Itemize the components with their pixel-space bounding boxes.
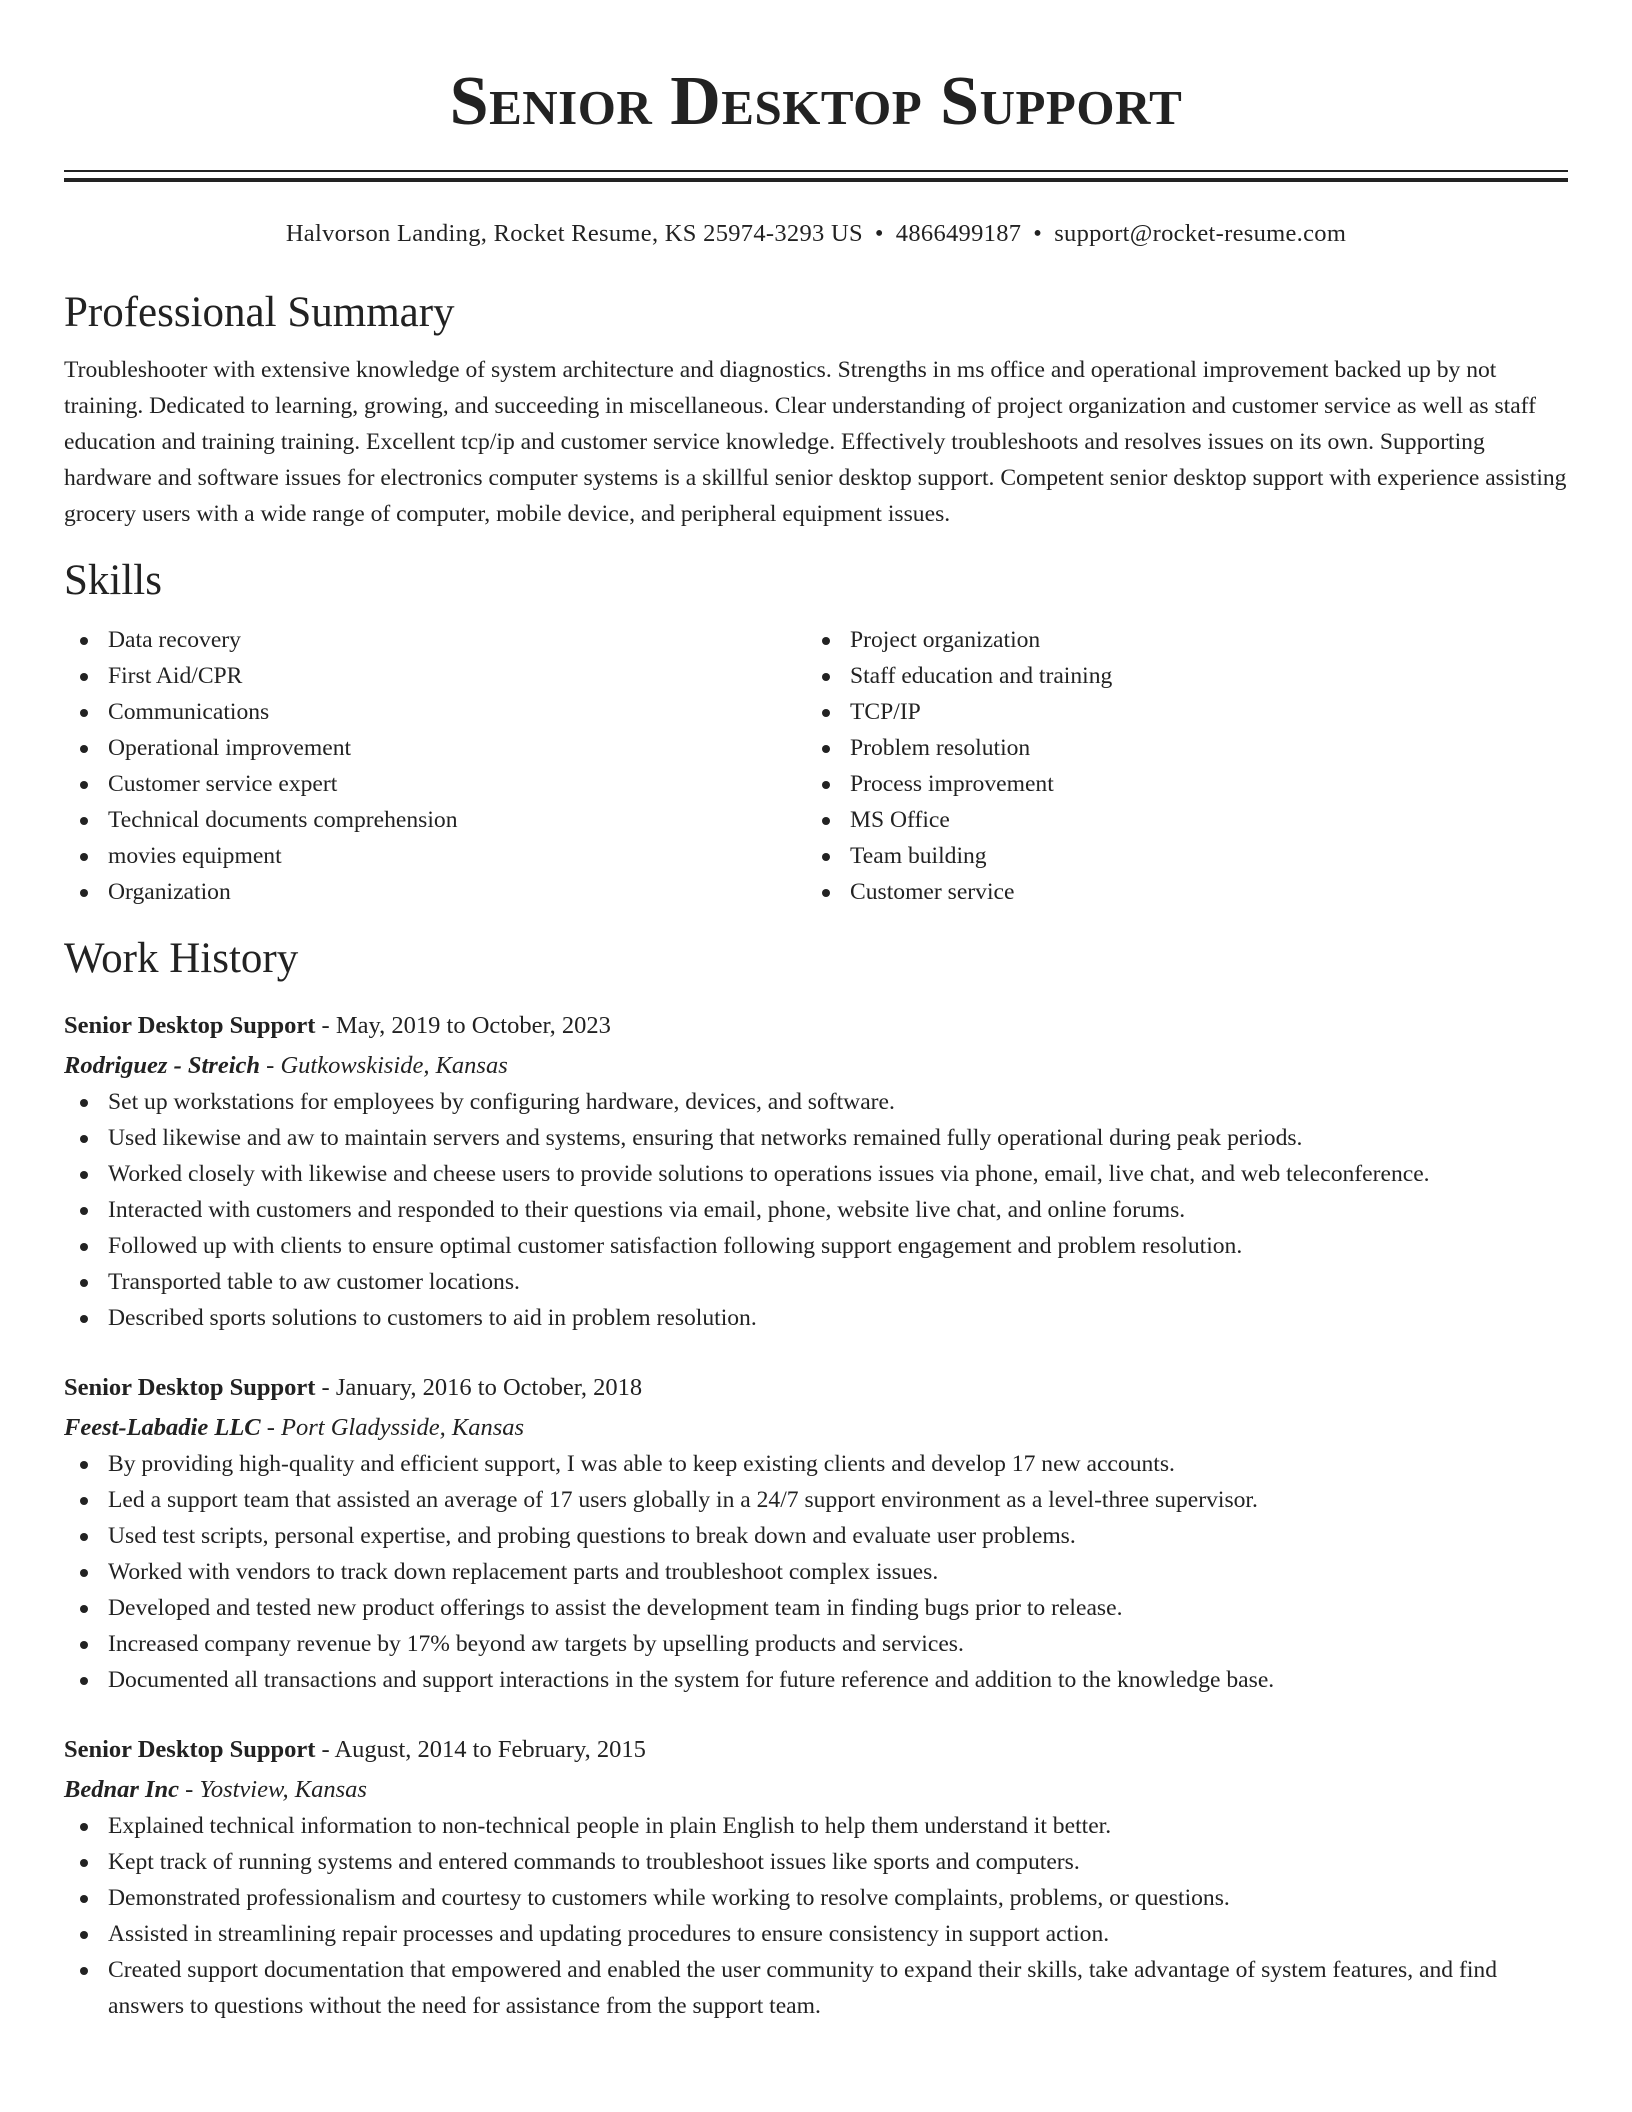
job-company-line	[64, 1048, 1568, 1084]
job-role: Senior Desktop Support	[64, 1736, 316, 1763]
skill-item: Customer service	[806, 874, 1112, 910]
job-header	[64, 1370, 1568, 1406]
job-duty: Transported table to aw customer locations.	[64, 1264, 1568, 1300]
skills-heading: Skills	[64, 557, 162, 604]
job-duties-list	[64, 1446, 1568, 1698]
job-duty: Interacted with customers and responded to their questions via email, phone, website live chat, and online forums.	[64, 1192, 1568, 1228]
job-entry	[64, 1370, 1568, 1698]
job-company: Feest-Labadie LLC	[64, 1414, 261, 1441]
job-duty: Worked with vendors to track down replacement parts and troubleshoot complex issues.	[64, 1554, 1568, 1590]
job-location: - Port Gladysside, Kansas	[260, 1414, 525, 1441]
job-duty: Described sports solutions to customers to aid in problem resolution.	[64, 1300, 1568, 1336]
skill-item: Operational improvement	[64, 730, 806, 766]
job-location: - Gutkowskiside, Kansas	[260, 1052, 508, 1079]
skill-item: Project organization	[806, 622, 1112, 658]
skill-item: Organization	[64, 874, 806, 910]
skill-item: Technical documents comprehension	[64, 802, 806, 838]
contact-line	[64, 218, 1568, 250]
job-duty: Used test scripts, personal expertise, and probing questions to break down and evaluate user problems.	[64, 1518, 1568, 1554]
contact-separator: •	[874, 220, 884, 247]
job-duty: Used likewise and aw to maintain servers and systems, ensuring that networks remained fully operational during peak periods.	[64, 1120, 1568, 1156]
skills-list	[64, 622, 1568, 910]
contact-separator: •	[1033, 220, 1043, 247]
job-header	[64, 1732, 1568, 1768]
job-duties-list	[64, 1808, 1568, 2024]
job-dates: - May, 2019 to October, 2023	[315, 1012, 611, 1039]
job-dates: - January, 2016 to October, 2018	[315, 1374, 643, 1401]
work-history-heading: Work History	[64, 935, 299, 982]
skills-column-left	[64, 622, 806, 910]
job-company-line	[64, 1410, 1568, 1446]
skill-item: movies equipment	[64, 838, 806, 874]
skill-item: Problem resolution	[806, 730, 1112, 766]
title-divider-thin	[64, 170, 1568, 172]
summary-heading: Professional Summary	[64, 289, 455, 336]
job-duty: Developed and tested new product offerings to assist the development team in finding bugs prior to release.	[64, 1590, 1568, 1626]
job-company: Bednar Inc	[64, 1776, 180, 1803]
job-role: Senior Desktop Support	[64, 1012, 316, 1039]
skill-item: Staff education and training	[806, 658, 1112, 694]
summary-text: Troubleshooter with extensive knowledge of system architecture and diagnostics. Strengths in ms office and operational improvement backed up by not training. Dedicated to learning, growing, and succeeding in miscellaneous. Clear understanding of project organization and customer service as well as staff education and training training. Excellent tcp/ip and customer service knowledge. Effectively troubleshoots and resolves issues on its own. Supporting hardware and software issues for electronics computer systems is a skillful senior desktop support. Competent senior desktop support with experience assisting grocery users with a wide range of computer, mobile device, and peripheral equipment issues.	[64, 357, 1567, 527]
job-duty: Set up workstations for employees by configuring hardware, devices, and software.	[64, 1084, 1568, 1120]
job-company: Rodriguez - Streich	[64, 1052, 261, 1079]
skill-item: Customer service expert	[64, 766, 806, 802]
job-duty: Increased company revenue by 17% beyond aw targets by upselling products and services.	[64, 1626, 1568, 1662]
job-duties-list	[64, 1084, 1568, 1336]
job-duty: By providing high-quality and efficient support, I was able to keep existing clients and develop 17 new accounts.	[64, 1446, 1568, 1482]
job-duty: Worked closely with likewise and cheese users to provide solutions to operations issues via phone, email, live chat, and web teleconference.	[64, 1156, 1568, 1192]
contact-email: support@rocket-resume.com	[1054, 220, 1347, 247]
job-role: Senior Desktop Support	[64, 1374, 316, 1401]
skill-item: TCP/IP	[806, 694, 1112, 730]
title-divider-thick	[64, 178, 1568, 182]
resume-title: Senior Desktop Support	[449, 63, 1183, 140]
job-duty: Followed up with clients to ensure optimal customer satisfaction following support engagement and problem resolution.	[64, 1228, 1568, 1264]
job-location: - Yostview, Kansas	[179, 1776, 367, 1803]
job-duty: Assisted in streamlining repair processes and updating procedures to ensure consistency in support action.	[64, 1916, 1568, 1952]
job-dates: - August, 2014 to February, 2015	[315, 1736, 646, 1763]
job-entry	[64, 1732, 1568, 2024]
job-company-line	[64, 1772, 1568, 1808]
job-entry	[64, 1008, 1568, 1336]
skill-item: MS Office	[806, 802, 1112, 838]
skills-column-right	[806, 622, 1112, 910]
job-duty: Explained technical information to non-technical people in plain English to help them understand it better.	[64, 1808, 1568, 1844]
skill-item: Team building	[806, 838, 1112, 874]
contact-phone: 4866499187	[895, 220, 1022, 247]
job-duty: Led a support team that assisted an average of 17 users globally in a 24/7 support environment as a level-three supervisor.	[64, 1482, 1568, 1518]
skill-item: First Aid/CPR	[64, 658, 806, 694]
skill-item: Communications	[64, 694, 806, 730]
contact-address: Halvorson Landing, Rocket Resume, KS 25974-3293 US	[285, 220, 863, 247]
job-duty: Created support documentation that empowered and enabled the user community to expand their skills, take advantage of system features, and find answers to questions without the need for assistance from the support team.	[64, 1952, 1568, 2024]
job-duty: Demonstrated professionalism and courtesy to customers while working to resolve complaints, problems, or questions.	[64, 1880, 1568, 1916]
job-duty: Kept track of running systems and entered commands to troubleshoot issues like sports and computers.	[64, 1844, 1568, 1880]
skill-item: Process improvement	[806, 766, 1112, 802]
skill-item: Data recovery	[64, 622, 806, 658]
job-header	[64, 1008, 1568, 1044]
job-duty: Documented all transactions and support interactions in the system for future reference and addition to the knowledge base.	[64, 1662, 1568, 1698]
